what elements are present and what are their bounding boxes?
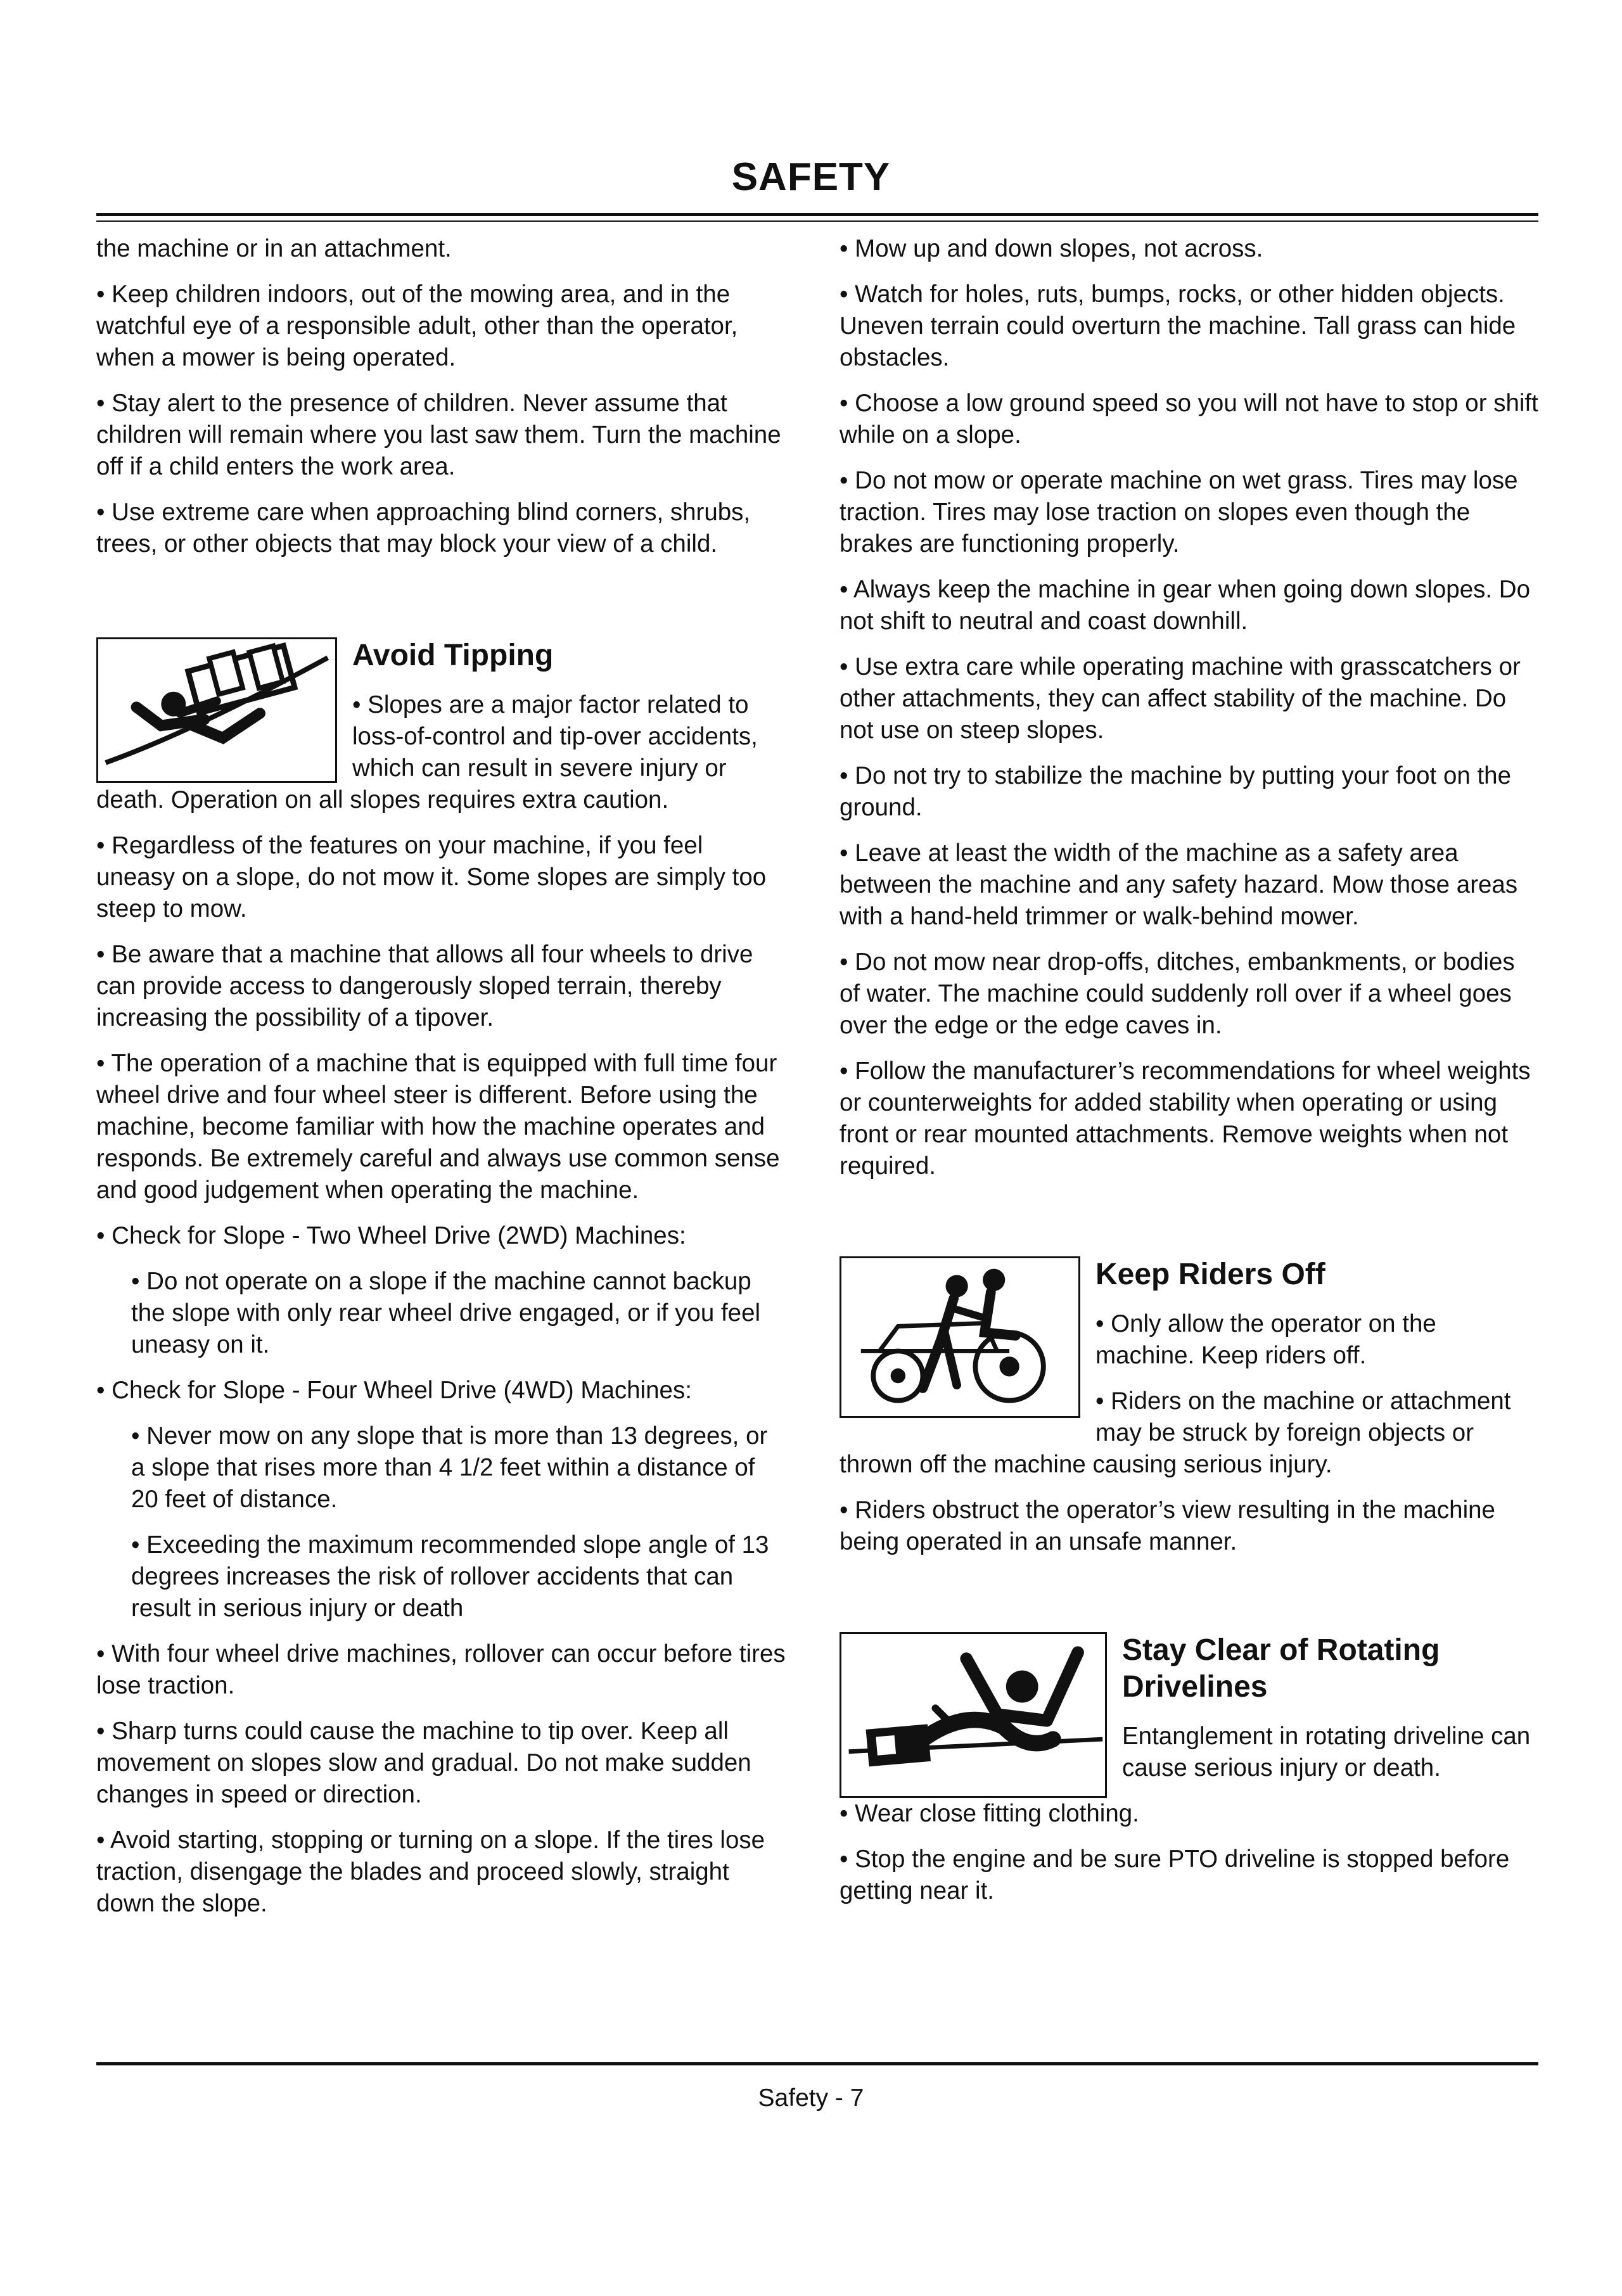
paragraph: Entanglement in rotating driveline can cause serious injury or death. <box>1122 1723 1531 1782</box>
paragraph: • Wear close fitting clothing. <box>840 1800 1139 1827</box>
paragraph: • Use extra care while operating machine with grasscatchers or other attachments, they can affect stability of the machine. Do not use on steep slopes. <box>840 653 1521 744</box>
page-title: SAFETY <box>731 155 891 199</box>
paragraph: • Sharp turns could cause the machine to tip over. Keep all movement on slopes slow and gradual. Do not make sudden changes in speed or direction. <box>96 1718 751 1808</box>
section-heading: Avoid Tipping <box>352 639 554 672</box>
paragraph: • Riders on the machine or attachment may be struck by foreign objects or thrown off the machine causing serious injury. <box>840 1387 1511 1478</box>
paragraph: • The operation of a machine that is equipped with full time four wheel drive and four wheel steer is different. Before using the machine, become familiar with how the machine operates and responds. Be extremely careful and always use common sense and good judgement when operating the machine. <box>96 1050 780 1204</box>
paragraph: • Riders obstruct the operator’s view resulting in the machine being operated in an unsafe manner. <box>840 1496 1495 1555</box>
paragraph: • Keep children indoors, out of the mowing area, and in the watchful eye of a responsible adult, other than the operator, when a mower is being operated. <box>96 281 738 371</box>
paragraph: • Be aware that a machine that allows all four wheels to drive can provide access to dangerously sloped terrain, thereby increasing the possibility of a tipover. <box>96 941 753 1031</box>
paragraph: • Regardless of the features on your machine, if you feel uneasy on a slope, do not mow it. Some slopes are simply too steep to mow. <box>96 832 767 922</box>
page-number: Safety - 7 <box>758 2084 864 2112</box>
paragraph: • Do not try to stabilize the machine by putting your foot on the ground. <box>840 762 1511 821</box>
driveline-entanglement-icon <box>840 1632 1107 1798</box>
no-riders-icon <box>840 1256 1080 1418</box>
footer-rule <box>96 2062 1538 2065</box>
paragraph: • Watch for holes, ruts, bumps, rocks, or other hidden objects. Uneven terrain could overturn the machine. Tall grass can hide obstacles. <box>840 281 1516 371</box>
header-rule-thin <box>96 220 1538 222</box>
paragraph: • Leave at least the width of the machine as a safety area between the machine and any safety hazard. Mow those areas with a hand-held trimmer or walk-behind mower. <box>840 839 1518 930</box>
paragraph: • Do not mow or operate machine on wet grass. Tires may lose traction. Tires may lose traction on slopes even though the brakes are functioning properly. <box>840 467 1518 558</box>
paragraph: the machine or in an attachment. <box>96 235 452 262</box>
left-column <box>96 233 787 1934</box>
paragraph: • Stop the engine and be sure PTO driveline is stopped before getting near it. <box>840 1846 1510 1904</box>
paragraph: • Check for Slope - Four Wheel Drive (4WD) Machines: <box>96 1377 692 1404</box>
sub-bullet: • Do not operate on a slope if the machine cannot backup the slope with only rear wheel drive engaged, or if you feel uneasy on it. <box>131 1268 761 1358</box>
paragraph: • With four wheel drive machines, rollover can occur before tires lose traction. <box>96 1640 786 1699</box>
section-heading: Stay Clear of Rotating Drivelines <box>1122 1633 1440 1704</box>
tipping-hazard-icon <box>96 637 337 783</box>
paragraph: • Avoid starting, stopping or turning on a slope. If the tires lose traction, disengage the blades and proceed slowly, straight down the slope. <box>96 1827 765 1917</box>
paragraph: • Do not mow near drop-offs, ditches, embankments, or bodies of water. The machine could suddenly roll over if a wheel goes over the edge or the edge caves in. <box>840 948 1515 1039</box>
paragraph: • Stay alert to the presence of children. Never assume that children will remain where you last saw them. Turn the machine off if a child enters the work area. <box>96 390 781 480</box>
paragraph: • Choose a low ground speed so you will not have to stop or shift while on a slope. <box>840 390 1538 449</box>
right-column <box>840 233 1538 1921</box>
paragraph: • Mow up and down slopes, not across. <box>840 235 1263 262</box>
paragraph: • Follow the manufacturer’s recommendations for wheel weights or counterweights for added stability when operating or using front or rear mounted attachments. Remove weights when not required. <box>840 1057 1531 1180</box>
section-heading: Keep Riders Off <box>1095 1258 1325 1291</box>
sub-bullet: • Exceeding the maximum recommended slope angle of 13 degrees increases the risk of rollover accidents that can result in serious injury or death <box>131 1531 769 1622</box>
paragraph: • Only allow the operator on the machine. Keep riders off. <box>1095 1310 1436 1369</box>
paragraph: • Use extreme care when approaching blind corners, shrubs, trees, or other objects that may block your view of a child. <box>96 499 751 558</box>
paragraph: • Always keep the machine in gear when going down slopes. Do not shift to neutral and coast downhill. <box>840 576 1530 635</box>
paragraph: • Slopes are a major factor related to loss-of-control and tip-over accidents, which can result in severe injury or death. Operation on all slopes requires extra caution. <box>96 691 758 813</box>
paragraph: • Check for Slope - Two Wheel Drive (2WD) Machines: <box>96 1222 686 1249</box>
header-rule <box>96 213 1538 216</box>
sub-bullet: • Never mow on any slope that is more than 13 degrees, or a slope that rises more than 4 1/2 feet within a distance of 20 feet of distance. <box>131 1422 768 1513</box>
